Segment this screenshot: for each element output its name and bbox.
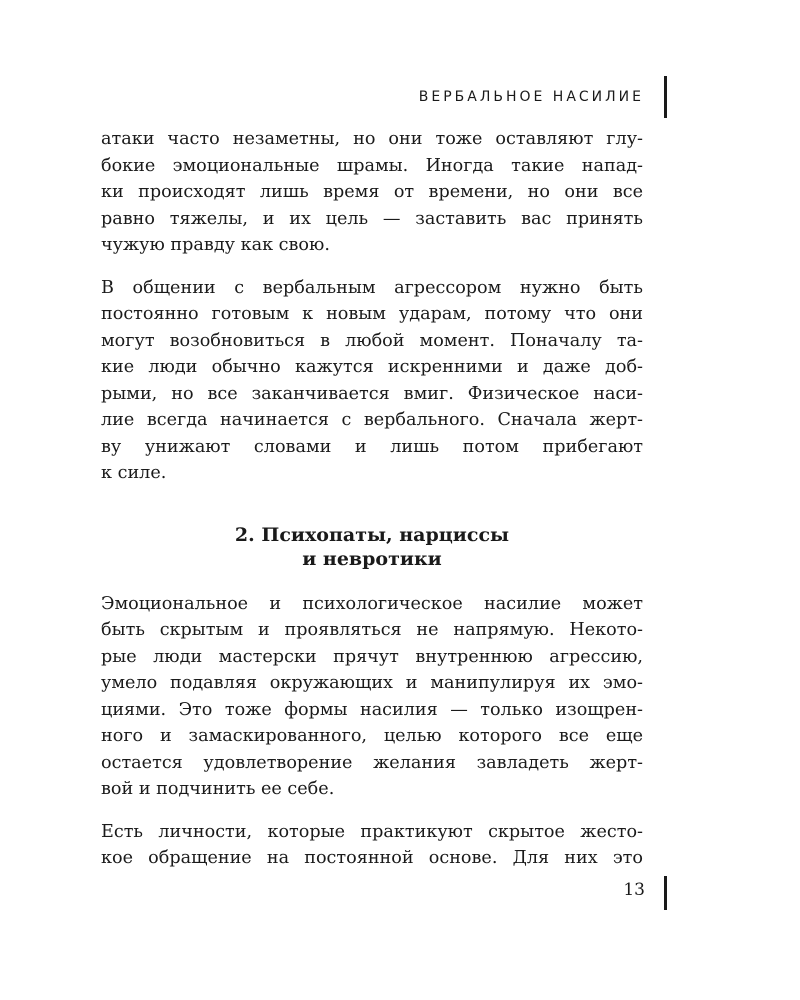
text-line: рые люди мастерски прячут внутреннюю агрессию, [101,646,643,667]
running-head: ВЕРБАЛЬНОЕ НАСИЛИЕ [418,89,644,105]
text-line: лие всегда начинается с вербального. Сначала жерт- [101,410,643,430]
text-line: быть скрытым и проявляться не напрямую. Некото- [101,620,643,640]
paragraph-3 [101,591,643,803]
text-line: чужую правду как свою. [101,235,330,255]
text-line: постоянно готовым к новым ударам, потому что они [101,304,643,324]
section-heading [101,523,643,571]
text-line: равно тяжелы, и их цель — заставить вас принять [101,208,643,229]
paragraph-2 [101,275,643,487]
text-line: кие люди обычно кажутся искренними и даже доб- [101,357,643,377]
text-line: В общении с вербальным агрессором нужно быть [101,277,643,298]
text-line: к силе. [101,463,167,483]
text-line: кое обращение на постоянной основе. Для них это [101,848,643,868]
paragraph-4 [101,819,643,872]
page-number: 13 [623,880,645,900]
text-line: бокие эмоциональные шрамы. Иногда такие напад- [101,155,643,176]
paragraph-1 [101,126,643,259]
text-line: атаки часто незаметны, но они тоже оставляют глу- [101,129,643,149]
text-line: умело подавляя окружающих и манипулируя их эмо- [101,673,643,693]
text-line: Есть личности, которые практикуют скрытое жесто- [101,821,643,842]
text-line: ного и замаскированного, целью которого все еще [101,726,643,746]
page-body [101,126,643,872]
section-heading-line: и невротики [302,547,442,570]
text-line: циями. Это тоже формы насилия — только изощрен- [101,699,643,720]
section-heading-line: 2. Психопаты, нарциссы [234,523,510,546]
text-line: ву унижают словами и лишь потом прибегают [101,436,643,457]
text-line: вой и подчинить ее себе. [101,779,335,799]
footer-rule [664,876,667,910]
text-line: могут возобновиться в любой момент. Поначалу та- [101,330,643,351]
text-line: остается удовлетворение желания завладеть жерт- [101,752,643,773]
text-line: рыми, но все заканчивается вмиг. Физическое наси- [101,383,643,404]
text-line: Эмоциональное и психологическое насилие может [101,593,643,614]
header-rule [664,76,667,118]
text-line: ки происходят лишь время от времени, но они все [101,182,643,202]
